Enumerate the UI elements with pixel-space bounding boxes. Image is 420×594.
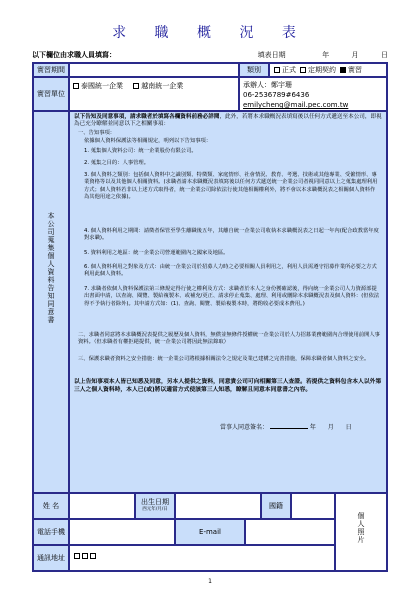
photo-label: 個人照片: [357, 512, 365, 544]
checkbox-intern[interactable]: [340, 67, 346, 73]
period-label: 實習期間: [33, 63, 69, 77]
zip-box-1[interactable]: [74, 553, 80, 559]
form-title: 求 職 概 況 表: [112, 25, 308, 41]
consent-s3: 三、保護求職者資料之安全措施：統一企業公司將根據相關法令之規定及業已建構之完善措施，保障求職者個人資料之安全。: [78, 356, 370, 362]
zip-box-2[interactable]: [82, 553, 88, 559]
phone-label: 電話手機: [33, 519, 69, 545]
consent-s1a: 依據個人資料保護法等相關規定，明列以下告知事項：: [84, 138, 212, 144]
name-input[interactable]: [69, 493, 135, 519]
consent-side: [33, 111, 69, 493]
consent-intro: 以下告知及同意事項，請求職者於填寫各欄資料前務必詳閱，此外，若將本求職概況表填寫後以任何方式遞送至本公司，即視為已充分瞭解並同意以下之相關事項：: [74, 114, 382, 128]
page-number: 1: [208, 578, 212, 585]
category-option-contract[interactable]: 定期契約: [300, 65, 336, 75]
contact-phone: 06-2536789#6436: [243, 91, 310, 99]
consent-item-7: 7. 求職者依個人資料保護法第三條規定得行使之權利及方式：求職者於本人之身份獲確認後，得向統一企業公司人力資源部提出書面申請，以查詢、閱覽、製給複製本、或補充/更正、請求停止蒐集、處理、利用或刪除本求職概況表及個人資料：(但依法得不予執行者除外)。其申請方式如：(1)、查詢、閱覽、製給複製本時，將酌收必要成本費用。): [84, 286, 380, 307]
consent-s2: 二、求職者同意將本求職概況表提供之履歷及個人資料，無償並無條件授權統一企業公司於人力招募業務範圍內合理使用前開人事資料。（但求職者有權拒絕提供，統一企業公司將因此無法錄取）: [78, 332, 380, 346]
photo-box[interactable]: [335, 493, 387, 571]
category-option-intern[interactable]: 實習: [340, 65, 362, 75]
consent-item-3: 3. 個人資料之類別：包括個人資料中之識別類、特徵類、家庭情形、社會情況、教育、考選、技術或其他專業、受僱情形、專業資格等以及其他個人相關資料。(求職者請本求職概況表填寫後以任何方式遞送統一企業公司者視同同意以上之蒐集處理利用方式；個人資料若非以上述方式取得者，統一企業公司除依法行使其他相關權利外，將不會以本求職概況表之相關個人資料作為其他用途之依據)。: [84, 172, 378, 201]
phone-input[interactable]: [69, 519, 175, 545]
contact-name: 承辦人：鄭宇珊: [243, 81, 292, 89]
fill-date-day: 日: [381, 51, 388, 59]
fill-date-label: 填表日期: [257, 51, 286, 59]
fill-date-month: 月: [351, 51, 359, 59]
fill-date-year: 年: [322, 51, 330, 59]
period-input[interactable]: [69, 63, 239, 77]
consent-body: [69, 111, 387, 493]
contact-info: [239, 77, 387, 111]
consent-item-6: 6. 個人資料利用之對象及方式：由統一企業公司於招募人力時之必要相關人員利用之，利用人員需遵守招募作業所必要之方式利用此個人資料。: [84, 264, 377, 278]
name-label: 姓 名: [33, 493, 69, 519]
unit-option-thailand[interactable]: 泰國統一企業: [73, 82, 123, 90]
consent-closing: 以上告知事項本人皆已知悉及同意，另本人提供之資料，同意貴公司可向相關第三人查證。若提供之資料包含本人以外第三人之個人資料時，本人已(或)將以適當方式使該第三人知悉，瞭解且同意本同意書之內容。: [74, 379, 382, 393]
consent-s1: 一、告知事項：: [78, 130, 116, 136]
consent-item-5: 5. 資料利用之地區：統一企業公司營運範圍內之國家及地區。: [84, 250, 229, 256]
unit-option-vietnam[interactable]: 越南統一企業: [133, 82, 183, 90]
birth-input[interactable]: [175, 493, 261, 519]
category-label: 類別: [239, 63, 269, 77]
fill-date: [258, 50, 388, 60]
signature-field[interactable]: [270, 428, 308, 429]
form-frame: [32, 62, 388, 572]
checkbox-formal[interactable]: [274, 67, 280, 73]
birth-label: 出生日期 西元年/月/日: [135, 493, 175, 519]
contact-email[interactable]: emilycheng@mail.pec.com.tw: [243, 101, 349, 109]
zip-box-3[interactable]: [90, 553, 96, 559]
address-input[interactable]: [69, 545, 335, 571]
consent-side-title: 本公司蒐集個人資料告知同意書: [47, 212, 55, 324]
email-label: E-mail: [175, 519, 245, 545]
consent-item-1: 1. 蒐集個人資料公司：統一企業股份有限公司。: [84, 148, 197, 154]
checkbox-contract[interactable]: [300, 67, 306, 73]
signature-label: 當事人同意簽名：: [220, 424, 269, 431]
unit-options: [69, 77, 239, 111]
header-instruction: 以下欄位由求職人員填寫：: [32, 51, 116, 59]
unit-label: 實習單位: [33, 77, 69, 111]
consent-item-4: 4. 個人資料利用之期間：請徵者保管至學生離職後五年，其離自統一企業公司收執本求職概況表之日起一年內(配合政教當年度對求職)。: [84, 228, 379, 242]
consent-item-2: 2. 蒐集之目的：人事管理。: [84, 160, 150, 166]
category-options: [269, 63, 387, 77]
checkbox-thailand[interactable]: [73, 83, 79, 89]
checkbox-vietnam[interactable]: [133, 83, 139, 89]
nationality-label: 國籍: [261, 493, 291, 519]
address-label: 通訊地址: [33, 545, 69, 571]
email-input[interactable]: [245, 519, 335, 545]
nationality-input[interactable]: [291, 493, 335, 519]
consent-signature: 當事人同意簽名： 年 月 日: [220, 424, 352, 431]
category-option-formal[interactable]: 正式: [274, 65, 296, 75]
